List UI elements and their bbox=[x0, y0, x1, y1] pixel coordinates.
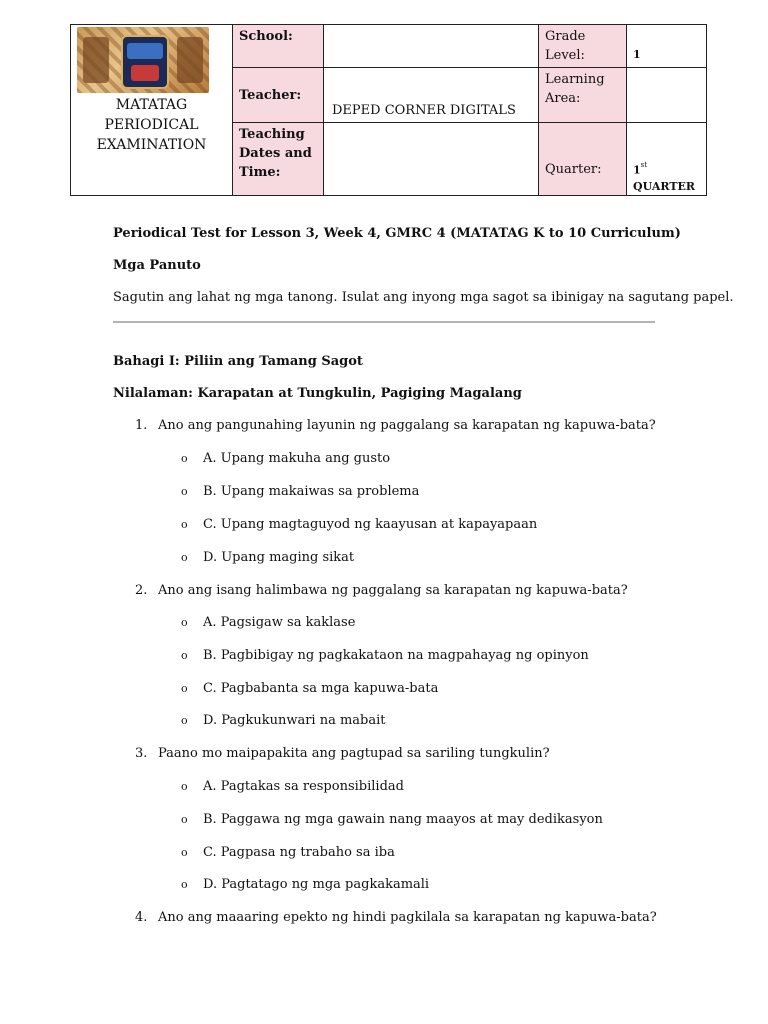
quarter-label: Quarter: bbox=[539, 123, 627, 196]
grade-level-value: 1 bbox=[633, 48, 641, 61]
bullet-icon: o bbox=[181, 518, 188, 531]
bullet-icon: o bbox=[181, 813, 188, 826]
teacher-value: DEPED CORNER DIGITALS bbox=[324, 68, 539, 123]
quarter-cell bbox=[627, 123, 707, 196]
question-text: Paano mo maipapakita ang pagtupad sa sariling tungkulin? bbox=[158, 746, 550, 761]
question-number: 4. bbox=[135, 910, 148, 925]
header-table bbox=[70, 24, 707, 196]
quarter-word: QUARTER bbox=[633, 180, 696, 193]
teaching-dates-value bbox=[324, 123, 539, 196]
quarter-number: 1 bbox=[633, 163, 641, 176]
answer-option: B. Upang makaiwas sa problema bbox=[203, 484, 420, 499]
bullet-icon: o bbox=[181, 846, 188, 859]
answer-option: C. Pagbabanta sa mga kapuwa-bata bbox=[203, 681, 439, 696]
bullet-icon: o bbox=[181, 780, 188, 793]
question-number: 2. bbox=[135, 583, 148, 598]
answer-option: D. Upang maging sikat bbox=[203, 550, 355, 565]
logo-cell bbox=[71, 25, 233, 196]
answer-option: B. Pagbibigay ng pagkakataon na magpahayag ng opinyon bbox=[203, 648, 589, 663]
exam-title bbox=[71, 95, 232, 155]
grade-level-cell bbox=[627, 25, 707, 68]
quarter-suffix: st bbox=[640, 160, 648, 169]
test-title: Periodical Test for Lesson 3, Week 4, GMRC 4 (MATATAG K to 10 Curriculum) bbox=[113, 226, 681, 241]
instructions-text: Sagutin ang lahat ng mga tanong. Isulat ang inyong mga sagot sa ibinigay na sagutang papel. bbox=[113, 290, 734, 305]
question-number: 3. bbox=[135, 746, 148, 761]
question-text: Ano ang maaaring epekto ng hindi pagkilala sa karapatan ng kapuwa-bata? bbox=[158, 910, 657, 925]
bullet-icon: o bbox=[181, 452, 188, 465]
learning-area-label: Learning Area: bbox=[539, 68, 627, 123]
answer-option: A. Pagtakas sa responsibilidad bbox=[203, 779, 404, 794]
answer-option: D. Pagkukunwari na mabait bbox=[203, 713, 386, 728]
deped-corner-logo bbox=[77, 27, 209, 93]
answer-option: A. Upang makuha ang gusto bbox=[203, 451, 391, 466]
teacher-label: Teacher: bbox=[233, 68, 324, 123]
part-heading: Bahagi I: Piliin ang Tamang Sagot bbox=[113, 354, 363, 369]
answer-option: A. Pagsigaw sa kaklase bbox=[203, 615, 356, 630]
answer-option: D. Pagtatago ng mga pagkakamali bbox=[203, 877, 430, 892]
teaching-dates-label: Teaching Dates and Time: bbox=[233, 123, 324, 196]
school-value bbox=[324, 25, 539, 68]
exam-title-line-1: MATATAG bbox=[115, 97, 188, 113]
bullet-icon: o bbox=[181, 485, 188, 498]
bullet-icon: o bbox=[181, 714, 188, 727]
bullet-icon: o bbox=[181, 551, 188, 564]
answer-option: C. Pagpasa ng trabaho sa iba bbox=[203, 845, 395, 860]
answer-option: B. Paggawa ng mga gawain nang maayos at may dedikasyon bbox=[203, 812, 603, 827]
bullet-icon: o bbox=[181, 649, 188, 662]
exam-title-line-3: EXAMINATION bbox=[96, 137, 207, 153]
exam-title-line-2: PERIODICAL bbox=[104, 117, 199, 133]
grade-level-label: Grade Level: bbox=[539, 25, 627, 68]
school-label: School: bbox=[233, 25, 324, 68]
instructions-heading: Mga Panuto bbox=[113, 258, 201, 273]
question-text: Ano ang pangunahing layunin ng paggalang sa karapatan ng kapuwa-bata? bbox=[158, 418, 656, 433]
question-text: Ano ang isang halimbawa ng paggalang sa karapatan ng kapuwa-bata? bbox=[158, 583, 628, 598]
horizontal-divider bbox=[113, 321, 655, 323]
question-number: 1. bbox=[135, 418, 148, 433]
learning-area-value bbox=[627, 68, 707, 123]
content-heading: Nilalaman: Karapatan at Tungkulin, Pagiging Magalang bbox=[113, 386, 522, 401]
answer-option: C. Upang magtaguyod ng kaayusan at kapayapaan bbox=[203, 517, 538, 532]
bullet-icon: o bbox=[181, 878, 188, 891]
bullet-icon: o bbox=[181, 616, 188, 629]
bullet-icon: o bbox=[181, 682, 188, 695]
